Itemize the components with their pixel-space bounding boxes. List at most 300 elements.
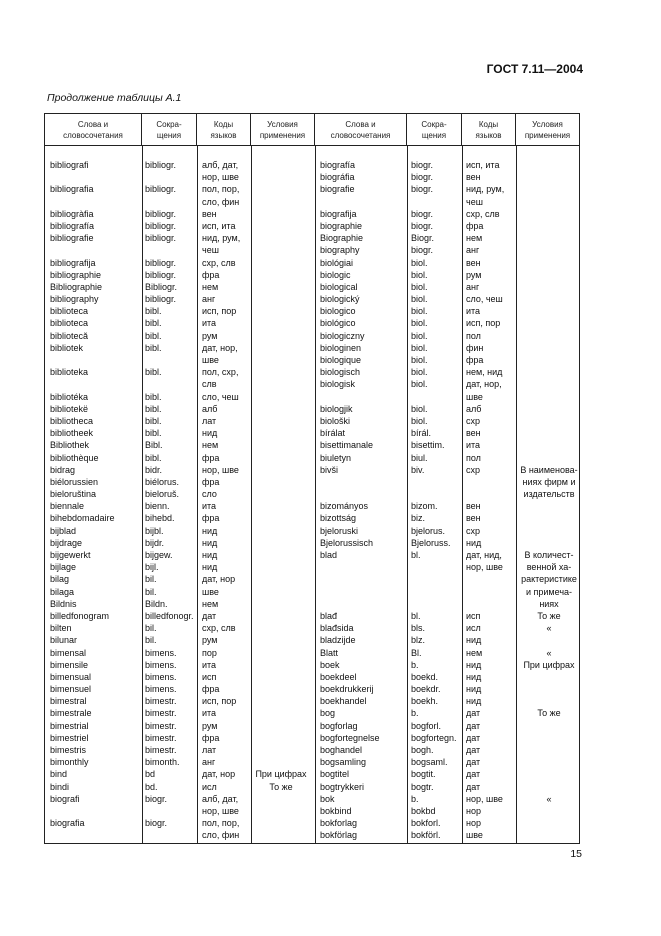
cell-codes-right: фра — [466, 220, 484, 231]
cell-word-right: biologiczny — [320, 330, 365, 341]
cell-codes-right: анг — [466, 281, 480, 292]
cell-word-left: bijblad — [50, 525, 77, 536]
cell-codes-right: фра — [466, 355, 484, 365]
cell-word-left: Bildnis — [50, 598, 77, 609]
cell-abbr-right: biogr. — [411, 220, 434, 231]
cell-word-left: bijlage — [50, 562, 77, 573]
cell-abbr-left: biogr. — [145, 793, 168, 804]
cell-conditions-right: То же — [537, 708, 561, 719]
table-row — [45, 476, 579, 488]
cell-codes-left: анг — [202, 757, 216, 768]
cell-conditions-right: ниях — [539, 598, 559, 609]
cell-codes-left: ита — [202, 708, 217, 719]
cell-word-left: bibliogràfia — [50, 208, 94, 219]
cell-word-right: biological — [320, 281, 358, 292]
cell-codes-right: дат, нид, — [466, 550, 502, 560]
cell-abbr-left: bieloruš. — [145, 489, 180, 500]
cell-abbr-right: b. — [411, 793, 419, 804]
cell-codes-left: чеш — [202, 245, 219, 256]
cell-codes-left: фра — [202, 684, 220, 695]
cell-abbr-right: boekd. — [411, 671, 439, 682]
cell-word-right: bogsamling — [320, 757, 367, 768]
cell-abbr-right: bizom. — [411, 501, 438, 512]
table-row — [45, 342, 579, 354]
cell-codes-left: дат, нор, — [202, 342, 238, 353]
cell-abbr-right: bírál. — [411, 428, 432, 439]
table-body — [45, 159, 579, 842]
table-row — [45, 171, 579, 183]
cell-abbr-right: bl. — [411, 610, 421, 621]
cell-word-right: Biographie — [320, 233, 364, 244]
cell-word-left: billedfonogram — [50, 610, 110, 621]
cell-abbr-left: biélorus. — [145, 476, 180, 487]
cell-abbr-right: bls. — [411, 623, 426, 634]
cell-word-left: bilag — [50, 574, 70, 585]
cell-codes-left: пор — [202, 647, 217, 658]
cell-word-right: bogtrykkeri — [320, 781, 365, 792]
table-row — [45, 403, 579, 415]
cell-abbr-left: bd. — [145, 781, 158, 792]
cell-codes-left: пол, пор, — [202, 818, 240, 829]
cell-codes-left: рум — [202, 720, 218, 731]
cell-word-left: bibliografi — [50, 160, 89, 170]
cell-word-left: bihebdomadaire — [50, 513, 115, 524]
cell-word-left: Bibliographie — [50, 281, 103, 292]
cell-abbr-right: biol. — [411, 415, 428, 426]
cell-word-right: bizományos — [320, 501, 369, 512]
cell-word-right: bokbind — [320, 805, 352, 816]
cell-abbr-right: blz. — [411, 635, 426, 646]
cell-abbr-left: bibliogr. — [145, 233, 177, 244]
cell-abbr-right: biz. — [411, 513, 426, 524]
cell-abbr-left: bienn. — [145, 501, 170, 512]
cell-abbr-left: bijl. — [145, 562, 159, 573]
cell-abbr-left: bibliogr. — [145, 269, 177, 280]
cell-word-left: bimensal — [50, 647, 87, 658]
cell-codes-right: анг — [466, 245, 480, 256]
cell-abbr-left: bimestr. — [145, 720, 177, 731]
cell-abbr-right: bogfortegn. — [411, 732, 457, 743]
cell-abbr-left: bibliogr. — [145, 208, 177, 219]
cell-word-left: biografi — [50, 793, 80, 804]
cell-codes-left: нор, шве — [202, 805, 239, 816]
cell-codes-right: схр — [466, 464, 481, 475]
cell-word-left: bilaga — [50, 586, 75, 597]
cell-word-right: blad — [320, 550, 338, 560]
cell-word-left: bibliografija — [50, 257, 96, 268]
cell-codes-right: дат — [466, 732, 481, 743]
cell-codes-right: нид — [466, 537, 482, 548]
cell-word-left: bimestrale — [50, 708, 92, 719]
cell-codes-left: лат — [202, 415, 217, 426]
cell-codes-right: исп — [466, 610, 481, 621]
cell-abbr-right: biol. — [411, 403, 428, 414]
table-row — [45, 573, 579, 585]
cell-word-right: biológico — [320, 318, 356, 329]
cell-codes-left: алб — [202, 403, 218, 414]
cell-conditions-right: При цифрах — [523, 659, 575, 670]
cell-abbr-right: bogtit. — [411, 769, 436, 780]
table-row — [45, 561, 579, 573]
cell-abbr-right: biol. — [411, 269, 428, 280]
cell-codes-right: пол — [466, 452, 481, 463]
cell-abbr-right: biogr. — [411, 184, 434, 195]
cell-abbr-left: Bibliogr. — [145, 281, 178, 292]
cell-codes-right: дат — [466, 769, 481, 780]
page-number: 15 — [570, 848, 582, 860]
cell-word-left: bibliotheca — [50, 415, 94, 426]
cell-codes-left: сло — [202, 489, 217, 500]
cell-word-left: bibliotéka — [50, 391, 89, 402]
cell-conditions-right: « — [546, 647, 552, 658]
cell-abbr-left: biogr. — [145, 818, 168, 829]
cell-word-left: bijdrage — [50, 537, 83, 548]
cell-abbr-right: biol. — [411, 318, 428, 329]
cell-codes-left: ита — [202, 318, 217, 329]
cell-codes-left: сло, фин — [202, 830, 240, 841]
header-abbr-1: Сокра- щения — [142, 114, 197, 146]
cell-abbr-right: biol. — [411, 281, 428, 292]
cell-word-right: biographie — [320, 220, 363, 231]
cell-conditions-right: « — [546, 793, 552, 804]
cell-abbr-left: bibl. — [145, 367, 162, 378]
cell-codes-left: дат — [202, 610, 217, 621]
cell-abbr-left: bil. — [145, 586, 157, 597]
cell-codes-right: дат — [466, 720, 481, 731]
cell-conditions-right: В наименова- — [520, 464, 578, 475]
cell-abbr-right: bl. — [411, 550, 421, 560]
cell-codes-right: шве — [466, 391, 483, 402]
cell-abbr-left: bibl. — [145, 342, 162, 353]
cell-word-left: bibliothèque — [50, 452, 99, 463]
cell-codes-right: чеш — [466, 196, 483, 207]
cell-word-right: boek — [320, 659, 340, 670]
cell-codes-right: дат, нор, — [466, 379, 502, 390]
cell-abbr-right: Bjeloruss. — [411, 537, 451, 548]
cell-word-right: biološki — [320, 415, 351, 426]
cell-codes-left: исп, пор — [202, 696, 237, 707]
cell-abbr-left: bibliogr. — [145, 294, 177, 305]
cell-abbr-right: biogr. — [411, 245, 434, 256]
table-caption: Продолжение таблицы А.1 — [47, 92, 182, 104]
cell-word-left: bidrag — [50, 464, 76, 475]
cell-codes-left: лат — [202, 745, 217, 755]
cell-codes-left: пол, пор, — [202, 184, 240, 195]
cell-abbr-right: bogh. — [411, 745, 434, 755]
cell-word-right: biologico — [320, 306, 356, 317]
cell-abbr-left: bijdr. — [145, 537, 165, 548]
table-row — [45, 232, 579, 244]
table-row — [45, 647, 579, 659]
cell-conditions-right: То же — [537, 610, 561, 621]
cell-word-right: boghandel — [320, 745, 363, 755]
cell-word-right: blađsida — [320, 623, 354, 634]
cell-codes-right: дат — [466, 708, 481, 719]
cell-codes-right: нор — [466, 818, 481, 829]
cell-word-left: bilunar — [50, 635, 78, 646]
cell-word-left: bibliografia — [50, 184, 94, 195]
cell-codes-left: дат, нор — [202, 574, 236, 585]
cell-word-left: bibliotheek — [50, 428, 94, 439]
cell-word-left: bimestris — [50, 745, 87, 755]
table-row — [45, 220, 579, 232]
cell-codes-right: исп, пор — [466, 318, 501, 329]
cell-codes-right: алб — [466, 403, 482, 414]
cell-codes-left: схр, слв — [202, 623, 236, 634]
table-row — [45, 439, 579, 451]
cell-word-right: biologjik — [320, 403, 353, 414]
cell-word-right: Blatt — [320, 647, 339, 658]
cell-codes-left: исп — [202, 671, 217, 682]
cell-word-left: bibliografie — [50, 233, 94, 244]
cell-codes-left: нем — [202, 281, 219, 292]
cell-codes-left: дат, нор — [202, 769, 236, 780]
table-row — [45, 317, 579, 329]
cell-word-left: biblioteca — [50, 318, 89, 329]
cell-abbr-right: biv. — [411, 464, 425, 475]
cell-abbr-left: bimens. — [145, 647, 177, 658]
cell-abbr-left: bibl. — [145, 428, 162, 439]
cell-abbr-right: biol. — [411, 367, 428, 378]
cell-word-left: biblioteca — [50, 306, 89, 317]
cell-codes-left: рум — [202, 330, 218, 341]
cell-abbr-right: boekdr. — [411, 684, 441, 695]
cell-abbr-left: bimestr. — [145, 732, 177, 743]
cell-conditions-right: « — [546, 623, 552, 634]
cell-abbr-right: biol. — [411, 257, 428, 268]
table-row — [45, 159, 579, 171]
table-row — [45, 768, 579, 780]
table-row — [45, 622, 579, 634]
cell-codes-left: фра — [202, 732, 220, 743]
cell-word-right: bokförlag — [320, 830, 358, 841]
cell-word-right: Bjelorussisch — [320, 537, 374, 548]
table-row — [45, 269, 579, 281]
cell-abbr-right: biol. — [411, 306, 428, 317]
table-row — [45, 793, 579, 805]
cell-codes-right: нид — [466, 696, 482, 707]
table-row — [45, 756, 579, 768]
table-row — [45, 634, 579, 646]
cell-abbr-right: biol. — [411, 342, 428, 353]
cell-word-right: blađ — [320, 610, 338, 621]
table-row — [45, 330, 579, 342]
cell-word-right: bogtitel — [320, 769, 350, 780]
cell-codes-right: дат — [466, 781, 481, 792]
cell-codes-right: исп, ита — [466, 160, 500, 170]
cell-abbr-left: bijbl. — [145, 525, 164, 536]
table-row — [45, 610, 579, 622]
cell-word-left: bijgewerkt — [50, 550, 91, 560]
cell-abbr-left: bil. — [145, 623, 157, 634]
cell-abbr-right: biogr. — [411, 208, 434, 219]
cell-word-right: biográfia — [320, 172, 355, 183]
table-row — [45, 671, 579, 683]
cell-codes-left: нор, шве — [202, 464, 239, 475]
cell-abbr-right: biol. — [411, 379, 428, 390]
cell-abbr-left: billedfonogr. — [145, 610, 194, 621]
table-row — [45, 781, 579, 793]
cell-codes-right: исл — [466, 623, 481, 634]
cell-codes-right: нид — [466, 684, 482, 695]
cell-codes-right: нор, шве — [466, 562, 503, 573]
cell-codes-right: нид — [466, 635, 482, 646]
cell-codes-right: вен — [466, 257, 481, 268]
table-row — [45, 305, 579, 317]
cell-codes-left: нид — [202, 550, 218, 560]
cell-abbr-left: bil. — [145, 635, 157, 646]
cell-codes-left: нид — [202, 525, 218, 536]
header-conditions-2: Условия применения — [516, 114, 579, 146]
cell-word-right: biologický — [320, 294, 360, 305]
table-row — [45, 659, 579, 671]
cell-word-left: bimonthly — [50, 757, 89, 768]
cell-codes-right: вен — [466, 513, 481, 524]
cell-codes-right: ита — [466, 306, 481, 317]
cell-word-right: biuletyn — [320, 452, 352, 463]
cell-word-left: biélorussien — [50, 476, 99, 487]
cell-word-right: bírálat — [320, 428, 346, 439]
cell-word-right: bjeloruski — [320, 525, 359, 536]
table-row — [45, 257, 579, 269]
cell-word-left: bilten — [50, 623, 72, 634]
cell-word-right: biologisch — [320, 367, 361, 378]
cell-abbr-left: bimestr. — [145, 708, 177, 719]
cell-word-right: biografía — [320, 160, 356, 170]
cell-word-left: biografia — [50, 818, 85, 829]
cell-word-right: biologinen — [320, 342, 362, 353]
cell-word-right: biography — [320, 245, 360, 256]
cell-abbr-left: bijgew. — [145, 550, 173, 560]
cell-word-left: bind — [50, 769, 68, 780]
cell-conditions-right: издательств — [523, 489, 575, 500]
cell-codes-right: дат — [466, 745, 481, 755]
cell-word-left: bimestrial — [50, 720, 89, 731]
cell-codes-left: схр, слв — [202, 257, 236, 268]
cell-codes-right: вен — [466, 428, 481, 439]
cell-codes-left: анг — [202, 294, 216, 305]
cell-word-left: bimensual — [50, 671, 92, 682]
cell-word-right: boekdeel — [320, 671, 357, 682]
cell-word-left: bimestral — [50, 696, 87, 707]
cell-abbr-right: bokforl. — [411, 818, 441, 829]
cell-codes-right: нем — [466, 233, 483, 244]
table-row — [45, 817, 579, 829]
cell-codes-left: шве — [202, 586, 219, 597]
table-row — [45, 537, 579, 549]
cell-abbr-right: b. — [411, 708, 419, 719]
cell-abbr-right: boekh. — [411, 696, 439, 707]
header-words-2: Слова и словосочетания — [315, 114, 407, 146]
cell-word-left: bibliographie — [50, 269, 102, 280]
cell-abbr-right: biul. — [411, 452, 428, 463]
cell-codes-right: схр — [466, 415, 481, 426]
cell-word-right: biografie — [320, 184, 355, 195]
cell-codes-left: ита — [202, 501, 217, 512]
cell-codes-left: нид, рум, — [202, 233, 241, 244]
table-frame — [44, 113, 580, 844]
cell-abbr-right: Bl. — [411, 647, 422, 658]
cell-abbr-left: bibl. — [145, 330, 162, 341]
cell-abbr-right: biol. — [411, 294, 428, 305]
cell-word-left: biblioteka — [50, 367, 89, 378]
cell-codes-left: нид — [202, 562, 218, 573]
cell-codes-right: нид — [466, 659, 482, 670]
table-row — [45, 488, 579, 500]
cell-abbr-left: bil. — [145, 574, 157, 585]
cell-abbr-left: Bildn. — [145, 598, 168, 609]
cell-codes-left: нем — [202, 598, 219, 609]
cell-codes-right: нем — [466, 647, 483, 658]
table-row — [45, 598, 579, 610]
cell-abbr-left: bimestr. — [145, 745, 177, 755]
cell-codes-left: пол, схр, — [202, 367, 239, 378]
cell-word-left: bimensile — [50, 659, 89, 670]
table-row — [45, 208, 579, 220]
cell-codes-left: фра — [202, 476, 220, 487]
cell-codes-left: шве — [202, 355, 219, 365]
cell-codes-left: алб, дат, — [202, 160, 239, 170]
cell-word-right: bog — [320, 708, 336, 719]
table-row — [45, 512, 579, 524]
table-row — [45, 805, 579, 817]
cell-word-right: bogfortegnelse — [320, 732, 380, 743]
cell-word-left: Bibliothek — [50, 440, 90, 451]
cell-abbr-left: bibliogr. — [145, 160, 177, 170]
cell-word-right: biologique — [320, 355, 362, 365]
cell-abbr-right: biol. — [411, 355, 428, 365]
cell-codes-right: нем, нид — [466, 367, 503, 378]
cell-word-right: biologic — [320, 269, 351, 280]
cell-abbr-right: bokförl. — [411, 830, 441, 841]
cell-abbr-left: bimens. — [145, 671, 177, 682]
cell-codes-right: шве — [466, 830, 483, 841]
cell-abbr-right: Biogr. — [411, 233, 435, 244]
cell-codes-left: нид — [202, 428, 218, 439]
cell-codes-right: рум — [466, 269, 482, 280]
cell-word-left: bibliografía — [50, 220, 95, 231]
table-row — [45, 293, 579, 305]
cell-word-right: bivši — [320, 464, 339, 475]
cell-abbr-left: Bibl. — [145, 440, 163, 451]
cell-abbr-right: biogr. — [411, 160, 434, 170]
cell-codes-left: алб, дат, — [202, 793, 239, 804]
table-row — [45, 683, 579, 695]
cell-conditions-left: При цифрах — [255, 769, 307, 780]
table-row — [45, 695, 579, 707]
cell-word-right: biologisk — [320, 379, 356, 390]
header-conditions-1: Условия применения — [251, 114, 315, 146]
cell-codes-left: фра — [202, 452, 220, 463]
cell-abbr-left: bibl. — [145, 415, 162, 426]
cell-abbr-left: bibliogr. — [145, 220, 177, 231]
cell-codes-left: вен — [202, 208, 217, 219]
cell-conditions-left: То же — [269, 781, 293, 792]
header-words-1: Слова и словосочетания — [45, 114, 142, 146]
cell-abbr-left: bidr. — [145, 464, 163, 475]
cell-word-right: bogforlag — [320, 720, 358, 731]
table-row — [45, 183, 579, 195]
cell-word-left: bimensuel — [50, 684, 92, 695]
cell-codes-left: рум — [202, 635, 218, 646]
cell-word-right: bladzijde — [320, 635, 356, 646]
cell-codes-right: фин — [466, 342, 484, 353]
cell-conditions-right: рактеристике — [521, 574, 577, 585]
cell-word-left: bibliography — [50, 294, 99, 305]
cell-abbr-left: bibliogr. — [145, 257, 177, 268]
cell-abbr-right: b. — [411, 659, 419, 670]
table-row — [45, 366, 579, 378]
